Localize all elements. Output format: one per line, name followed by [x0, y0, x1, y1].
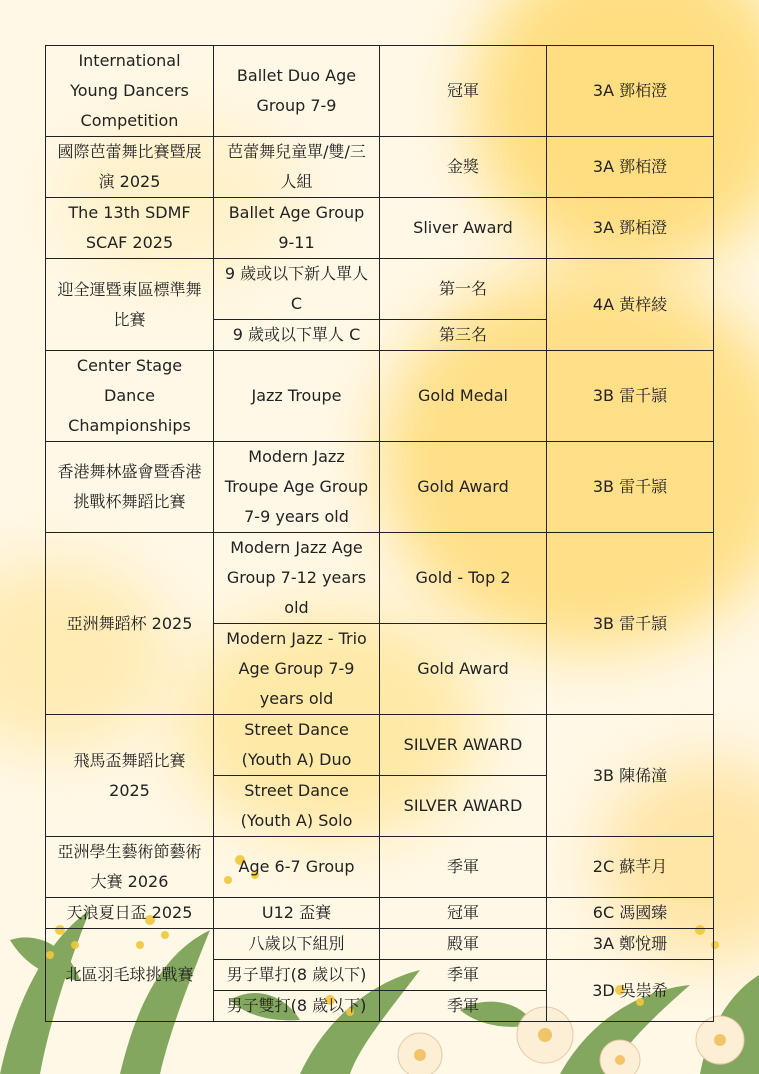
- award-cell: 金獎: [380, 137, 547, 198]
- competition-cell: 亞洲舞蹈杯 2025: [46, 533, 214, 715]
- table-row: [46, 837, 714, 898]
- student-cell: 4A 黃梓綾: [547, 259, 714, 351]
- student-cell: 3B 雷千頴: [547, 351, 714, 442]
- table-row: [46, 442, 714, 533]
- student-cell: 3D 吳崇希: [547, 960, 714, 1022]
- table-row: [46, 351, 714, 442]
- table-row: [46, 259, 714, 320]
- category-cell: Modern Jazz Age Group 7-12 years old: [214, 533, 380, 624]
- category-cell: 男子雙打(8 歲以下): [214, 991, 380, 1022]
- category-cell: 男子單打(8 歲以下): [214, 960, 380, 991]
- student-cell: 3B 雷千頴: [547, 533, 714, 715]
- competition-cell: 國際芭蕾舞比賽暨展演 2025: [46, 137, 214, 198]
- competition-cell: International Young Dancers Competition: [46, 46, 214, 137]
- award-cell: 第三名: [380, 320, 547, 351]
- awards-table: [45, 45, 714, 1022]
- student-cell: 3A 鄭悅珊: [547, 929, 714, 960]
- award-cell: Gold Medal: [380, 351, 547, 442]
- award-cell: 冠軍: [380, 898, 547, 929]
- category-cell: Modern Jazz - Trio Age Group 7-9 years old: [214, 624, 380, 715]
- competition-cell: 天浪夏日盃 2025: [46, 898, 214, 929]
- award-cell: 第一名: [380, 259, 547, 320]
- student-cell: 2C 蘇芊月: [547, 837, 714, 898]
- category-cell: U12 盃賽: [214, 898, 380, 929]
- award-cell: 殿軍: [380, 929, 547, 960]
- category-cell: Street Dance (Youth A) Solo: [214, 776, 380, 837]
- category-cell: 芭蕾舞兒童單/雙/三人組: [214, 137, 380, 198]
- award-cell: SILVER AWARD: [380, 776, 547, 837]
- category-cell: Ballet Age Group 9-11: [214, 198, 380, 259]
- competition-cell: 飛馬盃舞蹈比賽 2025: [46, 715, 214, 837]
- table-row: [46, 533, 714, 624]
- award-cell: 季軍: [380, 837, 547, 898]
- category-cell: Modern Jazz Troupe Age Group 7-9 years old: [214, 442, 380, 533]
- category-cell: Street Dance (Youth A) Duo: [214, 715, 380, 776]
- award-cell: 季軍: [380, 960, 547, 991]
- competition-cell: 亞洲學生藝術節藝術大賽 2026: [46, 837, 214, 898]
- student-cell: 3B 陳俙潼: [547, 715, 714, 837]
- student-cell: 3A 鄧栢澄: [547, 46, 714, 137]
- table-row: [46, 715, 714, 776]
- category-cell: 9 歲或以下新人單人 C: [214, 259, 380, 320]
- award-cell: Gold - Top 2: [380, 533, 547, 624]
- student-cell: 3A 鄧栢澄: [547, 137, 714, 198]
- table-row: [46, 898, 714, 929]
- award-cell: 季軍: [380, 991, 547, 1022]
- competition-cell: The 13th SDMF SCAF 2025: [46, 198, 214, 259]
- competition-cell: Center Stage Dance Championships: [46, 351, 214, 442]
- category-cell: Ballet Duo Age Group 7-9: [214, 46, 380, 137]
- award-cell: Sliver Award: [380, 198, 547, 259]
- category-cell: Jazz Troupe: [214, 351, 380, 442]
- student-cell: 3B 雷千頴: [547, 442, 714, 533]
- student-cell: 3A 鄧栢澄: [547, 198, 714, 259]
- award-cell: SILVER AWARD: [380, 715, 547, 776]
- competition-cell: 香港舞林盛會暨香港挑戰杯舞蹈比賽: [46, 442, 214, 533]
- table-row: [46, 137, 714, 198]
- table-row: [46, 46, 714, 137]
- category-cell: 9 歲或以下單人 C: [214, 320, 380, 351]
- competition-cell: 北區羽毛球挑戰賽: [46, 929, 214, 1022]
- award-cell: 冠軍: [380, 46, 547, 137]
- table-row: [46, 929, 714, 960]
- category-cell: 八歲以下組別: [214, 929, 380, 960]
- student-cell: 6C 馮國臻: [547, 898, 714, 929]
- competition-cell: 迎全運暨東區標準舞比賽: [46, 259, 214, 351]
- award-cell: Gold Award: [380, 442, 547, 533]
- category-cell: Age 6-7 Group: [214, 837, 380, 898]
- award-cell: Gold Award: [380, 624, 547, 715]
- table-row: [46, 198, 714, 259]
